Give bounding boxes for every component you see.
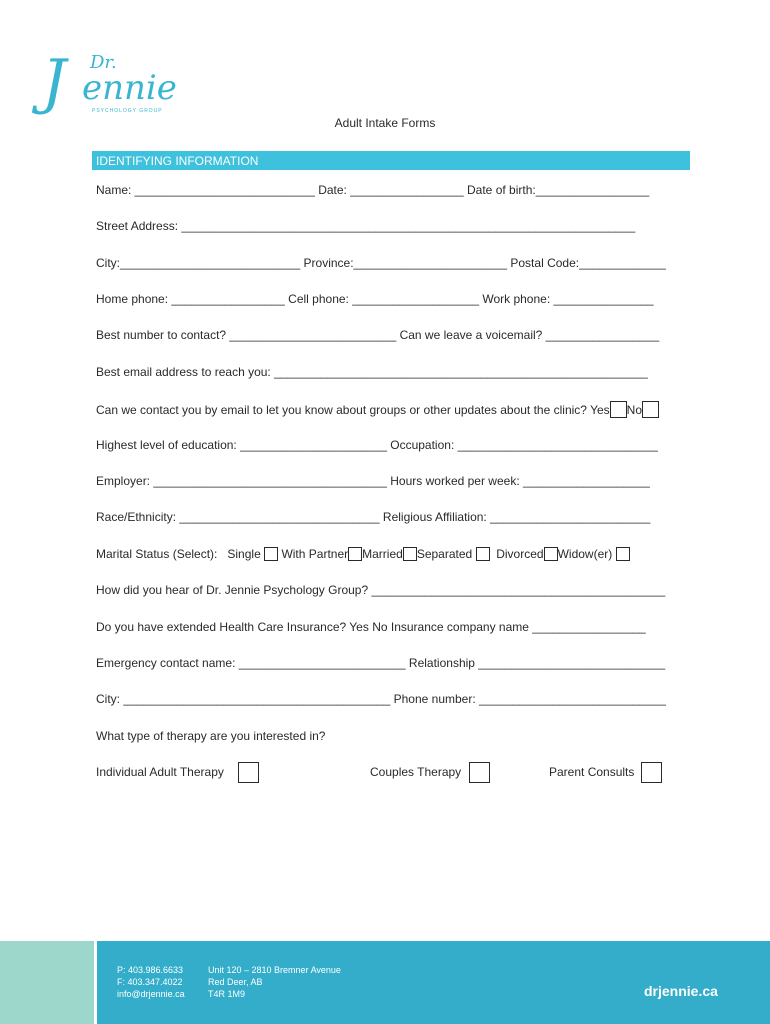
race-religion-row[interactable]: Race/Ethnicity: ______________________________ Religious Affiliation: ________________________ bbox=[96, 510, 651, 524]
footer bbox=[0, 941, 770, 1024]
footer-accent-block bbox=[0, 941, 94, 1024]
email-consent-question: Can we contact you by email to let you know about groups or other updates about the clinic? bbox=[96, 403, 587, 417]
divorced-label: Divorced bbox=[496, 547, 544, 561]
footer-address-line3: T4R 1M9 bbox=[208, 989, 246, 999]
individual-therapy-label: Individual Adult Therapy bbox=[96, 765, 224, 779]
name-date-row[interactable]: Name: ___________________________ Date: _________________ Date of birth:_________________ bbox=[96, 183, 650, 197]
footer-address-line1: Unit 120 – 2810 Bremner Avenue bbox=[208, 965, 341, 975]
emergency-city-row[interactable]: City: ________________________________________ Phone number: ____________________________ bbox=[96, 692, 666, 706]
logo-j: J bbox=[42, 47, 67, 117]
parent-consults-checkbox[interactable] bbox=[641, 762, 662, 783]
logo-dr: Dr. bbox=[90, 52, 117, 73]
married-label: Married bbox=[362, 547, 403, 561]
logo-subtitle: PSYCHOLOGY GROUP bbox=[92, 108, 163, 114]
widow-checkbox[interactable] bbox=[616, 547, 630, 561]
email-consent-row bbox=[96, 401, 716, 418]
city-province-row[interactable]: City:___________________________ Province:_______________________ Postal Code:_____________ bbox=[96, 256, 666, 270]
single-checkbox[interactable] bbox=[264, 547, 278, 561]
emergency-contact-row[interactable]: Emergency contact name: _________________________ Relationship ____________________________ bbox=[96, 656, 666, 670]
widow-label: Widow(er) bbox=[557, 547, 613, 561]
with-partner-checkbox[interactable] bbox=[348, 547, 362, 561]
email-row[interactable]: Best email address to reach you: ________________________________________________________ bbox=[96, 365, 648, 379]
individual-therapy-checkbox[interactable] bbox=[238, 762, 259, 783]
employer-row[interactable]: Employer: ___________________________________ Hours worked per week: ___________________ bbox=[96, 474, 650, 488]
no-checkbox[interactable] bbox=[642, 401, 659, 418]
logo-ennie: ennie bbox=[82, 68, 177, 108]
footer-phone: P: 403.986.6633 bbox=[117, 965, 184, 975]
phones-row[interactable]: Home phone: _________________ Cell phone: ___________________ Work phone: _______________ bbox=[96, 292, 654, 306]
street-address-row[interactable]: Street Address: ____________________________________________________________________ bbox=[96, 219, 636, 233]
with-partner-label: With Partner bbox=[281, 547, 349, 561]
separated-checkbox[interactable] bbox=[476, 547, 490, 561]
form-title: Adult Intake Forms bbox=[334, 116, 436, 130]
marital-label: Marital Status (Select): bbox=[96, 547, 218, 561]
divorced-checkbox[interactable] bbox=[544, 547, 558, 561]
referral-source-row[interactable]: How did you hear of Dr. Jennie Psychology Group? ____________________________________________ bbox=[96, 583, 666, 597]
parent-consults-label: Parent Consults bbox=[549, 765, 635, 779]
single-label: Single bbox=[227, 547, 261, 561]
footer-address-line2: Red Deer, AB bbox=[208, 977, 263, 987]
section-header: IDENTIFYING INFORMATION bbox=[92, 151, 690, 170]
footer-email: info@drjennie.ca bbox=[117, 989, 185, 999]
couples-therapy-label: Couples Therapy bbox=[370, 765, 462, 779]
therapy-question: What type of therapy are you interested in? bbox=[96, 729, 326, 743]
education-row[interactable]: Highest level of education: ______________________ Occupation: ______________________________ bbox=[96, 438, 658, 452]
best-number-row[interactable]: Best number to contact? _________________________ Can we leave a voicemail? _________________ bbox=[96, 328, 660, 342]
footer-fax: F: 403.347.4022 bbox=[117, 977, 183, 987]
insurance-row[interactable]: Do you have extended Health Care Insurance? Yes No Insurance company name _________________ bbox=[96, 620, 646, 634]
yes-label: Yes bbox=[590, 403, 610, 417]
marital-status-row bbox=[96, 547, 696, 561]
footer-website: drjennie.ca bbox=[644, 983, 718, 999]
couples-therapy-checkbox[interactable] bbox=[469, 762, 490, 783]
separated-label: Separated bbox=[416, 547, 473, 561]
yes-checkbox[interactable] bbox=[610, 401, 627, 418]
married-checkbox[interactable] bbox=[403, 547, 417, 561]
no-label: No bbox=[626, 403, 643, 417]
